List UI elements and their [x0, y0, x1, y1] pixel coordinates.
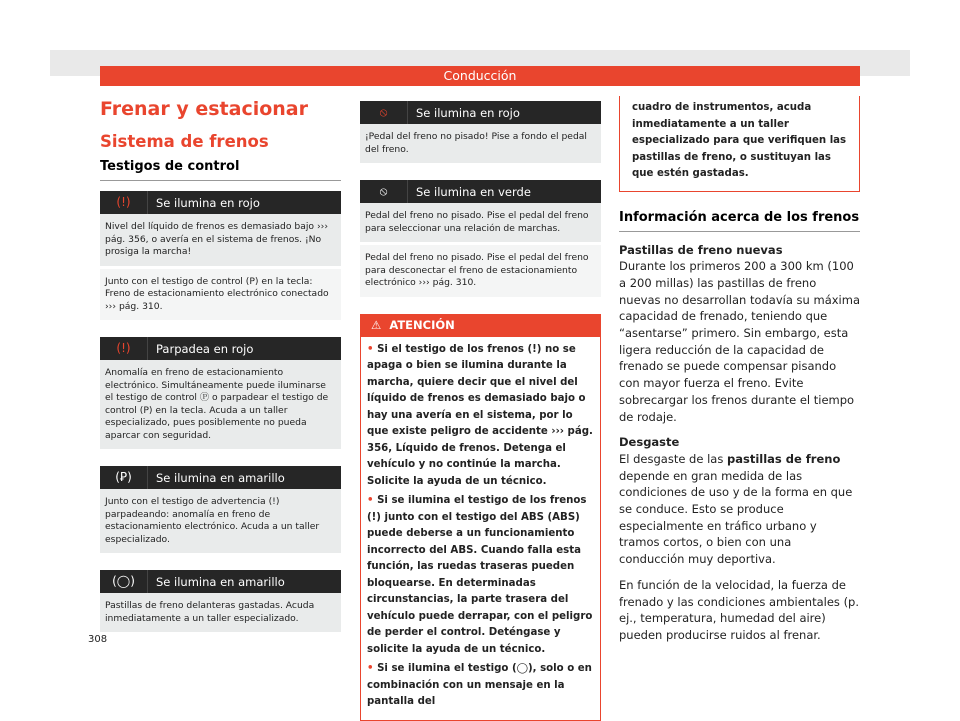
right-column: [619, 98, 860, 653]
block-text: En función de la velocidad, la fuerza de frenado y las condiciones ambientales (p. ej., temperatura, humedad del aire) pueden producirse ruidos al frenar.: [619, 577, 860, 642]
chapter-header: Conducción: [100, 66, 860, 86]
warning-box: [360, 314, 601, 721]
indicator-table: [100, 337, 341, 452]
indicator-description: Nivel del líquido de frenos es demasiado bajo ››› pág. 356, o avería en el sistema de frenos. ¡No prosiga la marcha!: [100, 214, 341, 269]
block-title: Desgaste: [619, 435, 680, 450]
indicator-description: Junto con el testigo de advertencia (!) parpadeando: anomalía en freno de estacionamiento electrónico. Acuda a un taller especializado.: [100, 489, 341, 556]
indicator-description: Junto con el testigo de control (P) en la tecla: Freno de estacionamiento electrónico conectado ››› pág. 310.: [100, 269, 341, 324]
warning-triangle-icon: ⚠: [371, 317, 382, 332]
indicator-table: [100, 191, 341, 323]
indicator-description: Pedal del freno no pisado. Pise el pedal del freno para desconectar el freno de estacionamiento electrónico ››› pág. 310.: [360, 245, 601, 300]
block-text: Durante los primeros 200 a 300 km (100 a 200 millas) las pastillas de freno nuevas no desarrollan todavía su máxima capacidad de frenado, teniendo que “asentarse” primero. Sin embargo, esta ligera reducción de la capacidad de frenado se puede compensar pisando con mayor fuerza el freno. Evite sobrecargar los frenos durante el tiempo de rodaje.: [619, 259, 860, 424]
warning-item: • Si el testigo de los frenos (!) no se apaga o bien se ilumina durante la marcha, quiere decir que el nivel del líquido de frenos es demasiado bajo o hay una avería en el sistema, por lo que existe peligro de accidente ››› pág. 356, Líquido de frenos. Detenga el vehículo y no continúe la marcha. Solicite la ayuda de un técnico.: [367, 343, 593, 487]
block-text: El desgaste de las pastillas de freno depende en gran medida de las condiciones de uso y de la forma en que se conduce. Esto se produce especialmente en tráfico urbano y tramos cortos, o bien con una conducción muy deportiva.: [619, 451, 853, 567]
indicator-description: Anomalía en freno de estacionamiento electrónico. Simultáneamente puede iluminarse el testigo de control Ⓟ o parpadear el testigo de control (P) en la tecla. Acuda a un taller especializado, pues posiblemente no pueda aparcar con seguridad.: [100, 360, 341, 452]
indicator-heading: Se ilumina en amarillo: [156, 470, 285, 485]
indicator-table-header: [100, 466, 341, 489]
indicator-table: [360, 180, 601, 300]
indicator-table-header: [100, 337, 341, 360]
indicator-heading: Parpadea en rojo: [156, 341, 254, 356]
indicator-description: ¡Pedal del freno no pisado! Pise a fondo el pedal del freno.: [360, 124, 601, 166]
indicator-heading: Se ilumina en verde: [416, 184, 531, 199]
warning-item: • Si se ilumina el testigo (◯), solo o en combinación con un mensaje en la pantalla del: [367, 663, 592, 707]
warning-title: ATENCIÓN: [389, 317, 455, 332]
brake-pad-wear-icon: (◯): [100, 570, 148, 593]
warning-continuation: cuadro de instrumentos, acuda inmediatamente a un taller especializado para que verifiquen las pastillas de freno, o sustituyan las que estén gastadas.: [619, 96, 860, 192]
indicator-table-header: [100, 191, 341, 214]
page-number: 308: [88, 634, 108, 645]
warning-item: • Si se ilumina el testigo de los frenos (!) junto con el testigo del ABS (ABS) puede deberse a un funcionamiento incorrecto del ABS. Cuando falla esta función, las ruedas traseras pueden bloquearse. En determinadas circunstancias, la parte trasera del vehículo puede derrapar, con el peligro de perder el control. Deténgase y solicite la ayuda de un técnico.: [367, 495, 593, 655]
indicator-table: [360, 101, 601, 166]
brake-pedal-icon: ⦸: [360, 180, 408, 203]
brake-warning-icon: (!): [100, 191, 148, 214]
indicator-table-header: [360, 101, 601, 124]
parking-brake-fault-icon: (Ꝑ): [100, 466, 148, 489]
indicator-table-header: [360, 180, 601, 203]
indicator-description: Pastillas de freno delanteras gastadas. Acuda inmediatamente a un taller especializado.: [100, 593, 341, 635]
warning-header: [361, 315, 600, 337]
indicator-table: [100, 570, 341, 635]
left-column: [100, 98, 341, 649]
indicator-description: Pedal del freno no pisado. Pise el pedal del freno para seleccionar una relación de marchas.: [360, 203, 601, 245]
section-heading: Testigos de control: [100, 159, 341, 181]
indicator-heading: Se ilumina en rojo: [156, 195, 260, 210]
indicator-table-header: [100, 570, 341, 593]
indicator-table: [100, 466, 341, 556]
indicator-heading: Se ilumina en amarillo: [156, 574, 285, 589]
brake-warning-icon: (!): [100, 337, 148, 360]
info-heading: Información acerca de los frenos: [619, 210, 860, 232]
page-title: Frenar y estacionar: [100, 98, 308, 120]
page-subtitle: Sistema de frenos: [100, 132, 269, 151]
block-title: Pastillas de freno nuevas: [619, 242, 783, 257]
brake-pedal-icon: ⦸: [360, 101, 408, 124]
middle-column: [360, 101, 601, 721]
indicator-heading: Se ilumina en rojo: [416, 105, 520, 120]
